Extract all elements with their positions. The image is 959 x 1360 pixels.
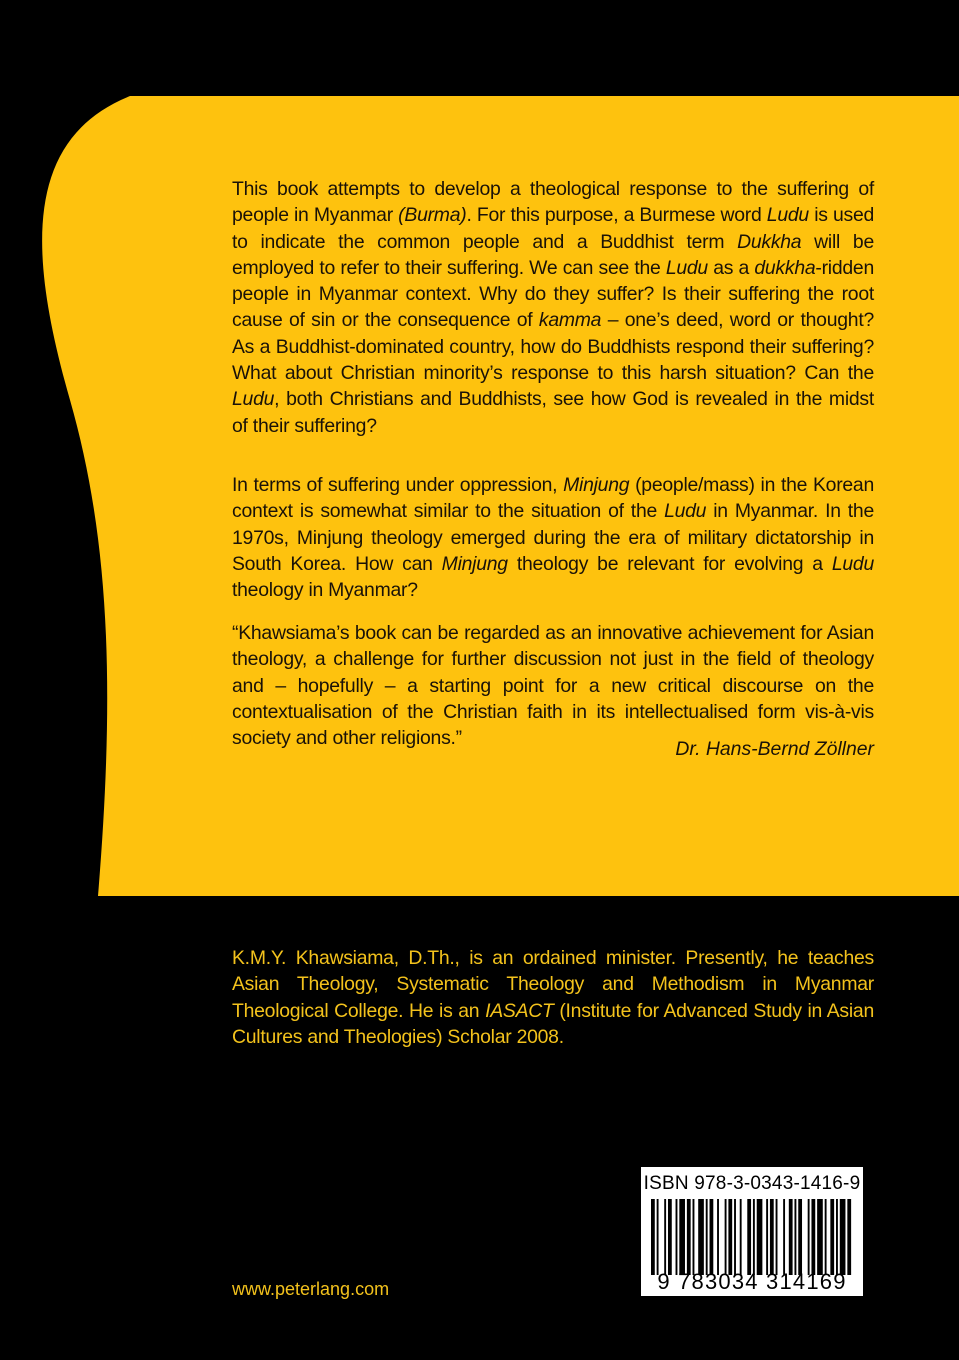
barcode-bar [776,1199,778,1275]
quote-attribution: Dr. Hans-Bernd Zöllner [675,738,874,760]
barcode-bar [770,1199,774,1275]
barcode-bar [766,1199,768,1275]
barcode-bar [651,1199,655,1275]
description-paragraph-1: This book attempts to develop a theological response to the suffering of people in Myanmar (Burma). For this purpose, a Burmese word Ludu is used to indicate the common people and a Buddhist term Dukkha will be employed to refer to their suffering. We can see the Ludu as a dukkha-ridden people in Myanmar context. Why do they suffer? Is their suffering the root cause of sin or the consequence of kamma – one’s deed, word or thought? As a Buddhist-dominated country, how do Buddhists respond their suffering? What about Christian minority’s response to this harsh situation? Can the Ludu, both Christians and Buddhists, see how God is revealed in the midst of their suffering? [232,178,875,437]
barcode-bar [679,1199,685,1275]
barcode-bar [836,1199,838,1275]
barcode-bar [825,1199,827,1275]
barcode-bar [728,1199,732,1275]
description-paragraph-2: In terms of suffering under oppression, Minjung (people/mass) in the Korean context is somewhat similar to the situation of the Ludu in Myanmar. In the 1970s, Minjung theology emerged during the era of military dictatorship in South Korea. How can Minjung theology be relevant for evolving a Ludu theology in Myanmar? [232,474,875,602]
barcode-bar [783,1199,785,1275]
barcode-bar [698,1199,704,1275]
barcode-bar [817,1199,823,1275]
isbn-label: ISBN 978-3-0343-1416-9 [643,1173,861,1194]
barcode-bar [753,1199,755,1275]
barcode-bar [811,1199,815,1275]
barcode-bar [757,1199,763,1275]
barcode-bar [725,1199,727,1275]
barcode-bar [794,1199,796,1275]
barcode-bar [664,1199,666,1275]
barcode-bar [798,1199,802,1275]
barcode-bar [676,1199,678,1275]
isbn-barcode [641,1167,863,1296]
barcode-bar [789,1199,793,1275]
review-quote: “Khawsiama’s book can be regarded as an innovative achievement for Asian theology, a challenge for further discussion not just in the field of theology and – hopefully – a starting point for a new critical discourse on the contextualisation of the Christian faith in its intellectualised form vis-à-vis society and other religions.” [232,622,874,750]
barcode-digits: 9 783034 314169 [657,1269,847,1294]
barcode-bar [808,1199,810,1275]
barcode-bar [668,1199,672,1275]
barcode-bar [657,1199,659,1275]
barcode-bars [651,1199,853,1275]
barcode-bar [687,1199,691,1275]
barcode-bar [830,1199,834,1275]
barcode-bar [747,1199,751,1275]
barcode-bar [734,1199,736,1275]
barcode-bar [847,1199,851,1275]
barcode-bar [706,1199,708,1275]
barcode-bar [710,1199,714,1275]
barcode-bar [840,1199,846,1275]
barcode-bar [717,1199,719,1275]
barcode-bar [740,1199,742,1275]
author-bio: K.M.Y. Khawsiama, D.Th., is an ordained minister. Presently, he teaches Asian Theology, Systematic Theology and Methodism in Myanmar Theological College. He is an IASACT (Institute for Advanced Study in Asian Cultures and Theologies) Scholar 2008. [232,947,874,1048]
publisher-website: www.peterlang.com [232,1279,390,1299]
barcode-bar [693,1199,695,1275]
